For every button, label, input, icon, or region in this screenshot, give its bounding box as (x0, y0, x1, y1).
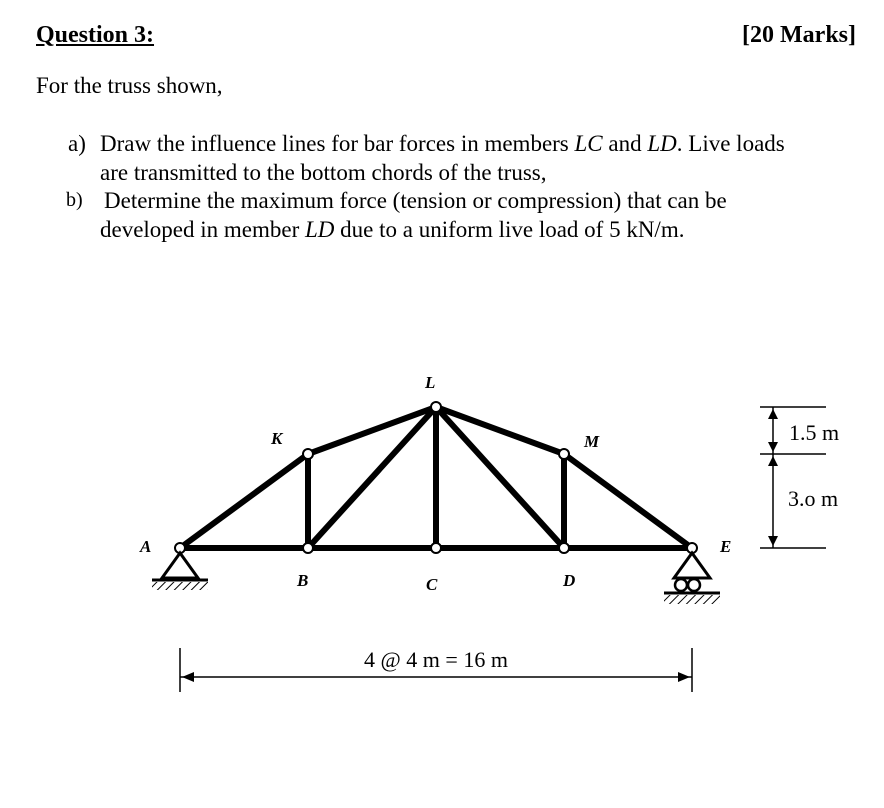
joint-d (559, 543, 569, 553)
part-b-label: b) (66, 189, 83, 211)
node-label-d: D (563, 571, 576, 590)
node-label-b: B (297, 571, 309, 590)
question-marks: [20 Marks] (742, 22, 856, 48)
joint-b (303, 543, 313, 553)
joint-c (431, 543, 441, 553)
member-ld-b: LD (305, 217, 335, 242)
node-label-e: E (720, 537, 732, 556)
part-a-line1-pre: Draw the influence lines for bar forces in members (100, 131, 575, 156)
member-lc: LC (574, 131, 603, 156)
part-a-line1-and: and (602, 131, 648, 156)
part-b-line2-post: due to a uniform live load of 5 kN/m. (334, 217, 685, 242)
member-me (564, 454, 692, 548)
joint-l (431, 402, 441, 412)
node-label-l: L (425, 373, 436, 392)
part-b-line1: Determine the maximum force (tension or compression) that can be (104, 188, 727, 213)
dim-top-label: 1.5 m (789, 420, 840, 445)
member-ld: LD (647, 131, 677, 156)
node-label-c: C (426, 575, 438, 594)
part-b-line2-pre: developed in member (100, 217, 306, 242)
pin-support-icon (152, 553, 208, 590)
question-title: Question 3: (36, 22, 155, 48)
member-ak (180, 454, 308, 548)
node-label-k: K (271, 429, 283, 448)
node-label-m: M (584, 432, 600, 451)
dim-side-label: 3.o m (788, 486, 839, 511)
roller-support-icon (664, 553, 720, 604)
span-label: 4 @ 4 m = 16 m (364, 647, 508, 672)
joint-m (559, 449, 569, 459)
node-label-a: A (140, 537, 152, 556)
question-intro: For the truss shown, (36, 73, 223, 98)
truss-members (180, 407, 692, 548)
joint-k (303, 449, 313, 459)
part-a-line1-post: . Live loads (676, 131, 785, 156)
part-a-line2: are transmitted to the bottom chords of the truss, (100, 160, 547, 185)
part-a-label: a) (68, 131, 86, 156)
